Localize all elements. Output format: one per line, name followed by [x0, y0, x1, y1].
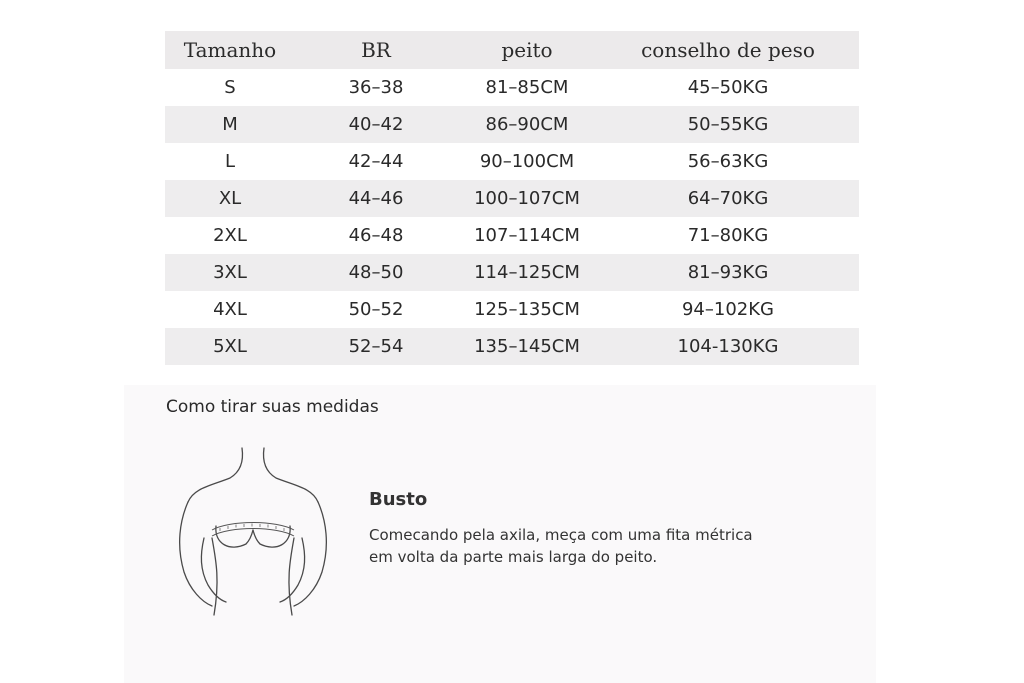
- cell-weight: 64–70KG: [597, 180, 859, 217]
- bust-title: Busto: [369, 489, 428, 510]
- cell-size: XL: [165, 180, 295, 217]
- cell-size: 3XL: [165, 254, 295, 291]
- cell-size: S: [224, 77, 236, 98]
- table-row: [165, 217, 859, 254]
- cell-br: 46–48: [348, 225, 404, 246]
- header-weight: conselho de peso: [597, 31, 859, 69]
- cell-weight: 56–63KG: [687, 151, 769, 172]
- cell-weight: 104-130KG: [597, 328, 859, 365]
- cell-br: 50–52: [348, 299, 404, 320]
- cell-size: M: [165, 106, 295, 143]
- bust-instructions-line-1: Comecando pela axila, meça com uma fita métrica: [369, 526, 753, 544]
- header-br: BR: [295, 31, 457, 69]
- cell-chest: 114–125CM: [457, 254, 597, 291]
- cell-size: 4XL: [213, 299, 247, 320]
- cell-size: 5XL: [165, 328, 295, 365]
- table-row: [165, 291, 859, 328]
- table-row: [165, 328, 859, 365]
- table-row: [165, 254, 859, 291]
- cell-weight: 50–55KG: [597, 106, 859, 143]
- header-chest: peito: [457, 31, 597, 69]
- table-header-row: [165, 31, 859, 69]
- cell-chest: 125–135CM: [474, 299, 580, 320]
- table-row: [165, 143, 859, 180]
- cell-weight: 45–50KG: [687, 77, 769, 98]
- bust-instructions-line-2: em volta da parte mais larga do peito.: [369, 548, 658, 566]
- cell-br: 44–46: [295, 180, 457, 217]
- cell-size: L: [224, 151, 236, 172]
- table-row: [165, 69, 859, 106]
- cell-weight: 94–102KG: [681, 299, 774, 320]
- cell-weight: 81–93KG: [597, 254, 859, 291]
- cell-chest: 135–145CM: [457, 328, 597, 365]
- measure-guide-title: Como tirar suas medidas: [166, 397, 379, 417]
- table-row: [165, 180, 859, 217]
- torso-measurement-illustration: [160, 440, 350, 620]
- header-size: Tamanho: [165, 31, 295, 69]
- cell-br: 52–54: [295, 328, 457, 365]
- bust-instructions: [369, 524, 809, 568]
- cell-br: 40–42: [295, 106, 457, 143]
- table-row: [165, 106, 859, 143]
- cell-chest: 86–90CM: [457, 106, 597, 143]
- cell-weight: 71–80KG: [687, 225, 769, 246]
- cell-br: 36–38: [348, 77, 404, 98]
- size-chart-table: [165, 31, 859, 365]
- cell-chest: 81–85CM: [485, 77, 569, 98]
- cell-chest: 90–100CM: [479, 151, 575, 172]
- cell-br: 42–44: [348, 151, 404, 172]
- cell-chest: 107–114CM: [474, 225, 580, 246]
- cell-size: 2XL: [213, 225, 247, 246]
- cell-chest: 100–107CM: [457, 180, 597, 217]
- cell-br: 48–50: [295, 254, 457, 291]
